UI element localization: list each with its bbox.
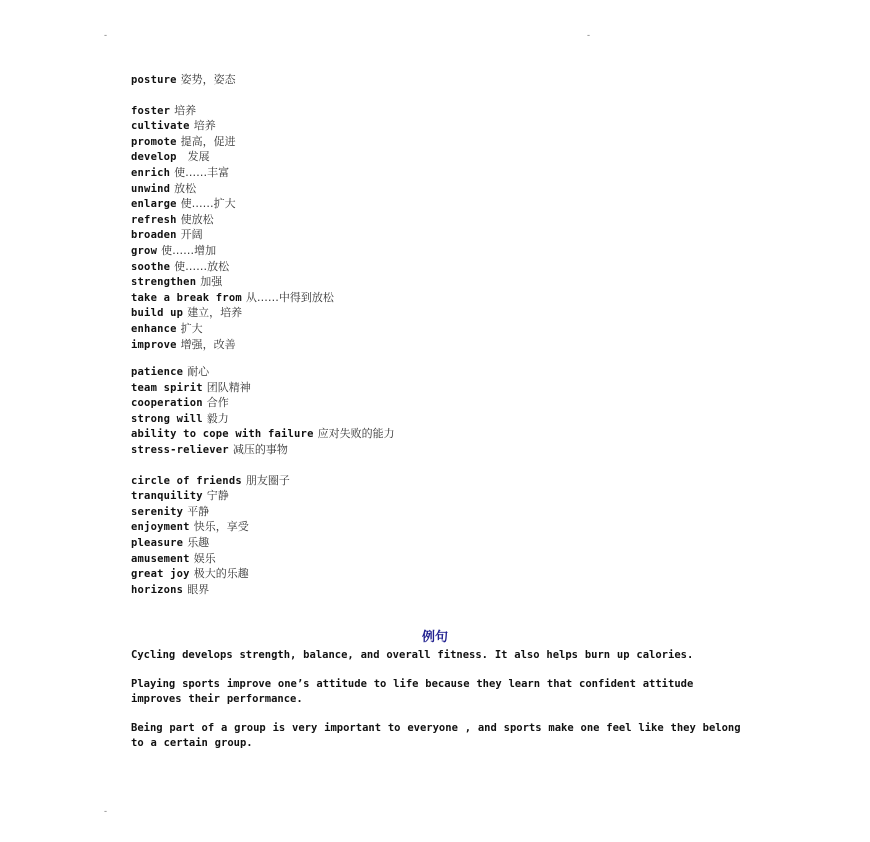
vocab-entry	[131, 196, 395, 212]
chinese-meaning: 团队精神	[206, 380, 251, 394]
vocab-entry	[131, 473, 395, 489]
chinese-meaning: 快乐，享受	[193, 520, 249, 534]
vocab-entry	[131, 504, 395, 520]
chinese-meaning: 乐趣	[187, 536, 210, 550]
chinese-meaning: 使……放松	[174, 259, 230, 273]
english-term: grow	[131, 244, 158, 257]
chinese-meaning: 毅力	[206, 411, 229, 425]
chinese-meaning: 放松	[174, 181, 197, 195]
vocab-entry	[131, 72, 395, 88]
example-sentences	[131, 648, 746, 765]
english-term: refresh	[131, 213, 177, 226]
chinese-meaning: 极大的乐趣	[193, 567, 249, 581]
vocab-entry	[131, 165, 395, 181]
vocab-entry	[131, 181, 395, 197]
chinese-meaning: 使……丰富	[174, 165, 230, 179]
english-term: take a break from	[131, 291, 242, 304]
english-term: ability to cope with failure	[131, 428, 314, 441]
english-term: patience	[131, 366, 184, 379]
english-term: enrich	[131, 166, 171, 179]
chinese-meaning: 培养	[193, 119, 216, 133]
chinese-meaning: 姿势，姿态	[180, 73, 236, 86]
chinese-meaning: 使……增加	[161, 243, 217, 257]
chinese-meaning: 开阔	[180, 228, 203, 242]
english-term: enlarge	[131, 198, 177, 211]
vocab-entry	[131, 364, 395, 380]
chinese-meaning: 建立，培养	[187, 306, 243, 320]
chinese-meaning: 增强，改善	[180, 337, 236, 351]
page-mark: -	[104, 31, 108, 41]
vocab-entry	[131, 337, 395, 353]
chinese-meaning: 从……中得到放松	[245, 290, 334, 304]
examples-heading: 例句	[421, 630, 448, 645]
vocab-entry	[131, 149, 395, 165]
chinese-meaning: 娱乐	[193, 551, 216, 565]
vocab-entry	[131, 411, 395, 427]
english-term: enjoyment	[131, 521, 190, 534]
vocab-entry	[131, 488, 395, 504]
english-term: develop	[131, 151, 177, 164]
english-term: team spirit	[131, 381, 203, 394]
vocab-entry	[131, 426, 395, 442]
chinese-meaning: 培养	[174, 103, 197, 117]
example-sentence: Being part of a group is very important to everyone , and sports make one feel like they belong to a certain group.	[131, 721, 748, 749]
vocab-entry	[131, 582, 395, 598]
vocab-entry	[131, 305, 395, 321]
english-term: pleasure	[131, 537, 184, 550]
vocab-entry	[131, 395, 395, 411]
chinese-meaning: 减压的事物	[232, 443, 288, 457]
chinese-meaning: 宁静	[206, 489, 229, 503]
english-term: broaden	[131, 229, 177, 242]
vocab-entry	[131, 321, 395, 337]
english-term: tranquility	[131, 490, 203, 503]
vocab-entry	[131, 243, 395, 259]
vocab-entry	[131, 274, 395, 290]
english-term: cultivate	[131, 120, 190, 133]
vocab-entry	[131, 259, 395, 275]
chinese-meaning: 提高，促进	[180, 134, 236, 148]
vocab-entry	[131, 519, 395, 535]
example-sentence: Cycling develops strength, balance, and overall fitness. It also helps burn up calories.	[131, 649, 694, 661]
chinese-meaning: 发展	[180, 150, 210, 164]
english-term: posture	[131, 74, 177, 86]
vocab-entry	[131, 551, 395, 567]
chinese-meaning: 眼界	[187, 582, 210, 596]
chinese-meaning: 平静	[187, 504, 210, 518]
vocab-entry	[131, 535, 395, 551]
english-term: foster	[131, 104, 171, 117]
example-sentence: Playing sports improve one’s attitude to life because they learn that confident attitude improves their performance.	[131, 677, 701, 705]
english-term: strong will	[131, 412, 203, 425]
chinese-meaning: 扩大	[180, 321, 203, 335]
vocab-entry	[131, 442, 395, 458]
vocab-entry	[131, 212, 395, 228]
english-term: soothe	[131, 260, 171, 273]
chinese-meaning: 使……扩大	[180, 197, 236, 211]
english-term: serenity	[131, 505, 184, 518]
english-term: stress-reliever	[131, 444, 229, 457]
chinese-meaning: 合作	[206, 396, 229, 410]
chinese-meaning: 加强	[200, 275, 223, 289]
english-term: strengthen	[131, 276, 197, 289]
chinese-meaning: 使放松	[180, 212, 214, 226]
page-mark: -	[587, 31, 591, 41]
vocab-entry	[131, 290, 395, 306]
english-term: circle of friends	[131, 474, 242, 487]
vocab-entry	[131, 227, 395, 243]
page-mark: -	[104, 807, 108, 817]
english-term: unwind	[131, 182, 171, 195]
english-term: promote	[131, 135, 177, 148]
vocab-entry	[131, 566, 395, 582]
english-term: improve	[131, 338, 177, 351]
vocabulary-list	[131, 72, 395, 597]
english-term: cooperation	[131, 397, 203, 410]
english-term: great joy	[131, 568, 190, 581]
english-term: amusement	[131, 552, 190, 565]
vocab-entry	[131, 134, 395, 150]
vocab-entry	[131, 380, 395, 396]
vocab-entry	[131, 103, 395, 119]
english-term: enhance	[131, 322, 177, 335]
vocab-entry	[131, 118, 395, 134]
chinese-meaning: 耐心	[187, 365, 210, 379]
english-term: build up	[131, 307, 184, 320]
chinese-meaning: 朋友圈子	[245, 473, 290, 487]
english-term: horizons	[131, 583, 184, 596]
chinese-meaning: 应对失败的能力	[317, 427, 395, 441]
